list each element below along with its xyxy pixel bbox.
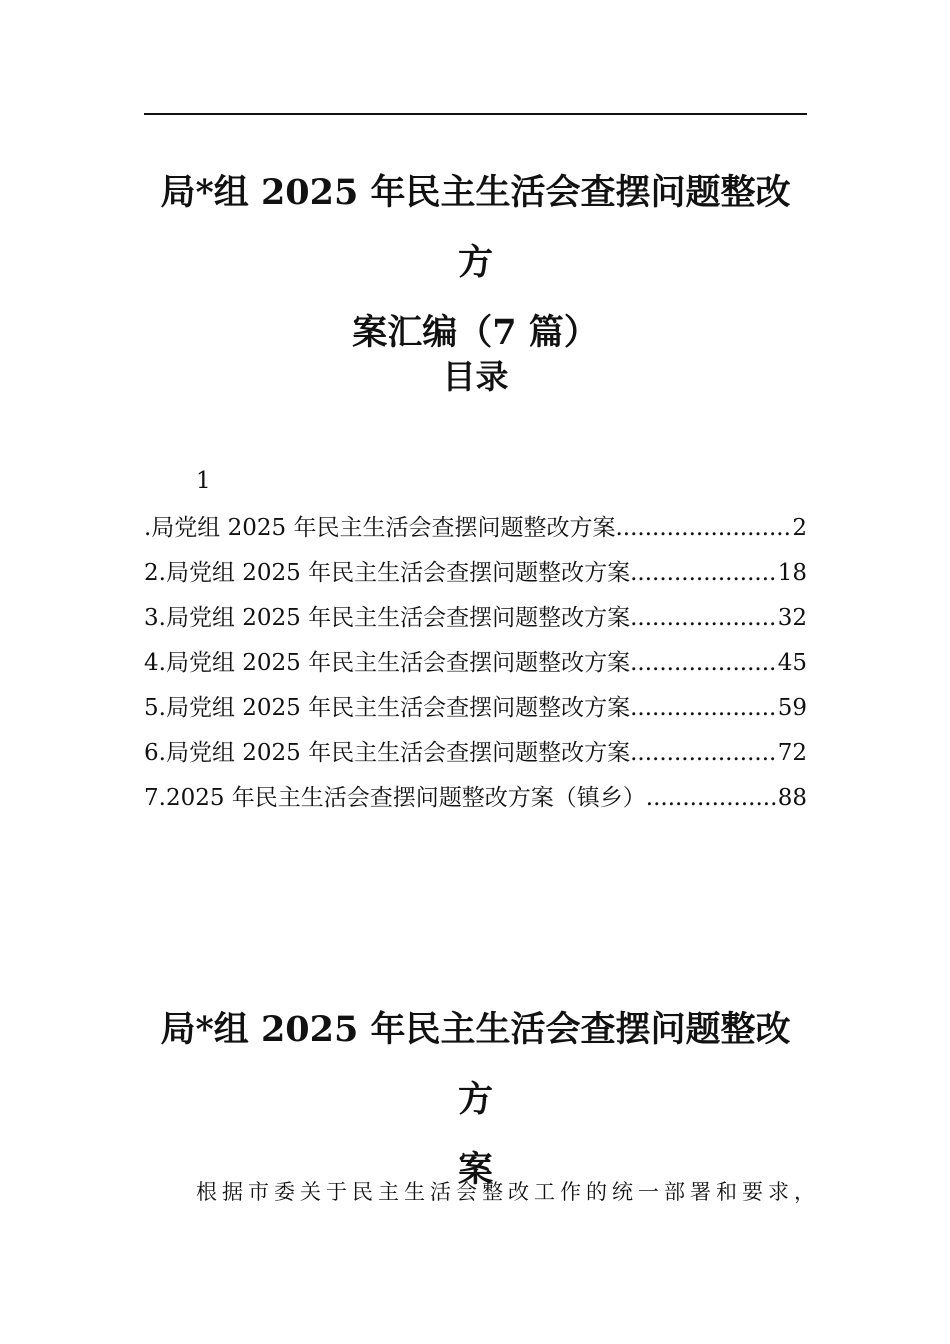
toc-entry-page: 32 [777, 605, 807, 631]
toc-entry-7[interactable] [144, 776, 807, 821]
toc-heading: 目录 [442, 357, 509, 396]
toc-entry-label: 3.局党组 2025 年民主生活会查摆问题整改方案 [144, 605, 631, 631]
toc-entry-page: 2 [792, 515, 807, 541]
toc-dot-leader [630, 686, 778, 731]
table-of-contents [144, 506, 807, 821]
toc-dot-leader [615, 506, 792, 551]
toc-entry-page: 18 [777, 560, 807, 586]
toc-dot-leader [630, 596, 778, 641]
toc-entry-label: 6.局党组 2025 年民主生活会查摆问题整改方案 [144, 740, 631, 766]
toc-entry-1[interactable] [144, 506, 807, 551]
toc-entry-6[interactable] [144, 731, 807, 776]
toc-entry-4[interactable] [144, 641, 807, 686]
toc-lead-number: 1 [196, 468, 211, 494]
article-title [144, 995, 807, 1205]
toc-entry-label: 2.局党组 2025 年民主生活会查摆问题整改方案 [144, 560, 631, 586]
toc-entry-label: 7.2025 年民主生活会查摆问题整改方案（镇乡） [144, 785, 646, 811]
toc-entry-page: 88 [777, 785, 807, 811]
toc-dot-leader [646, 776, 778, 821]
article-title-line-1: 局*组 2025 年民主生活会查摆问题整改方 [160, 1009, 791, 1120]
toc-entry-3[interactable] [144, 596, 807, 641]
article-title-line-2: 案 [457, 1149, 493, 1190]
toc-entry-label: .局党组 2025 年民主生活会查摆问题整改方案 [144, 515, 616, 541]
cover-title [144, 158, 807, 368]
toc-dot-leader [630, 641, 778, 686]
body-paragraph: 根据市委关于民主生活会整改工作的统一部署和要求， [196, 1180, 820, 1204]
toc-dot-leader [630, 551, 778, 596]
cover-title-line-2: 案汇编（7 篇） [352, 312, 599, 353]
toc-entry-page: 59 [777, 695, 807, 721]
cover-title-line-1: 局*组 2025 年民主生活会查摆问题整改方 [160, 172, 791, 283]
toc-entry-5[interactable] [144, 686, 807, 731]
toc-entry-label: 5.局党组 2025 年民主生活会查摆问题整改方案 [144, 695, 631, 721]
toc-entry-2[interactable] [144, 551, 807, 596]
toc-entry-label: 4.局党组 2025 年民主生活会查摆问题整改方案 [144, 650, 631, 676]
toc-entry-page: 45 [777, 650, 807, 676]
top-rule [144, 113, 807, 115]
toc-entry-page: 72 [777, 740, 807, 766]
toc-dot-leader [630, 731, 778, 776]
